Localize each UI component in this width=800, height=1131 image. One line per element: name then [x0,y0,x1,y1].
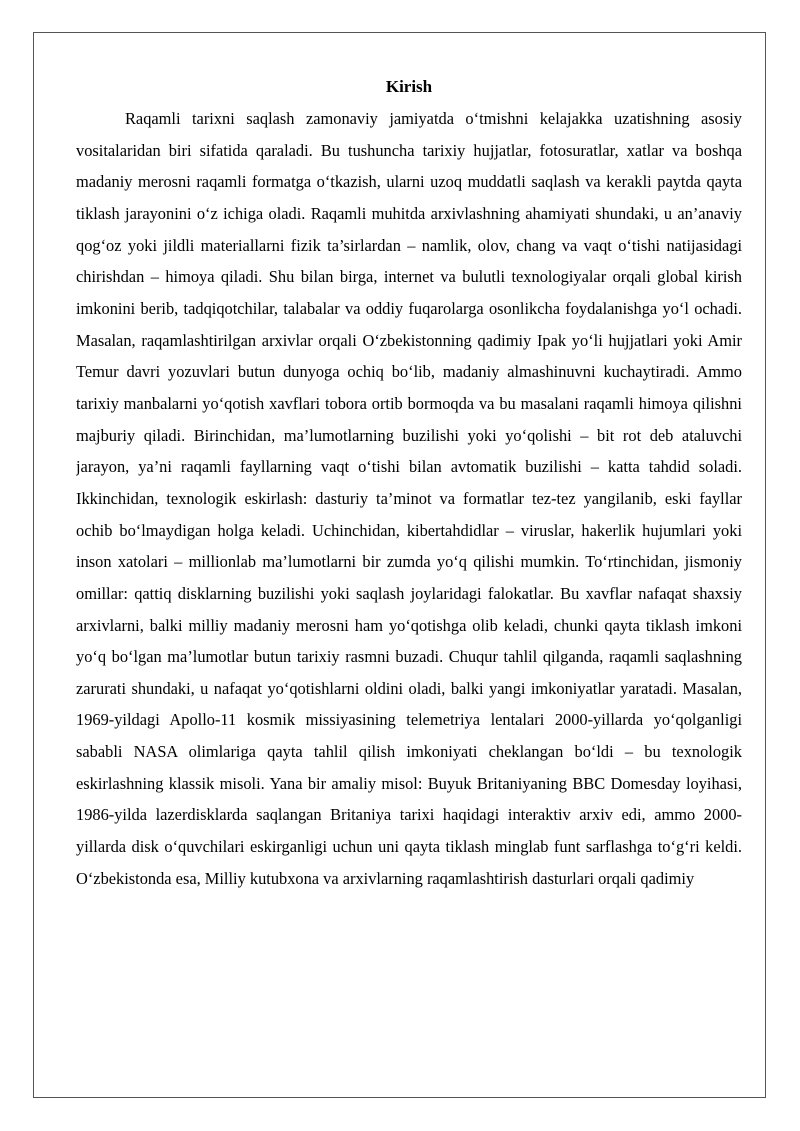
body-paragraph: Raqamli tarixni saqlash zamonaviy jamiyatda o‘tmishni kelajakka uzatishning asosiy vositalaridan biri sifatida qaraladi. Bu tushuncha tarixiy hujjatlar, fotosuratlar, xatlar va boshqa madaniy merosni raqamli formatga o‘tkazish, ularni uzoq muddatli saqlash va kerakli paytda qayta tiklash jarayonini o‘z ichiga oladi. Raqamli muhitda arxivlashning ahamiyati shundaki, u an’anaviy qog‘oz yoki jildli materiallarni fizik ta’sirlardan – namlik, olov, chang va vaqt o‘tishi natijasidagi chirishdan – himoya qiladi. Shu bilan birga, internet va bulutli texnologiyalar orqali global kirish imkonini berib, tadqiqotchilar, talabalar va oddiy fuqarolarga osonlikcha foydalanishga yo‘l ochadi. Masalan, raqamlashtirilgan arxivlar orqali O‘zbekistonning qadimiy Ipak yo‘li hujjatlari yoki Amir Temur davri yozuvlari butun dunyoga ochiq bo‘lib, madaniy almashinuvni kuchaytiradi. Ammo tarixiy manbalarni yo‘qotish xavflari tobora ortib bormoqda va bu masalani raqamli himoya qilishni majburiy qiladi. Birinchidan, ma’lumotlarning buzilishi yoki yo‘qolishi – bit rot deb ataluvchi jarayon, ya’ni raqamli fayllarning vaqt o‘tishi bilan avtomatik buzilishi – katta tahdid soladi. Ikkinchidan, texnologik eskirlash: dasturiy ta’minot va formatlar tez-tez yangilanib, eski fayllar ochib bo‘lmaydigan holga keladi. Uchinchidan, kibertahdidlar – viruslar, hakerlik hujumlari yoki inson xatolari – millionlab ma’lumotlarni bir zumda yo‘q qilishi mumkin. To‘rtinchidan, jismoniy omillar: qattiq disklarning buzilishi yoki saqlash joylaridagi falokatlar. Bu xavflar nafaqat shaxsiy arxivlarni, balki milliy madaniy merosni ham yo‘qotishga olib keladi, chunki qayta tiklash imkoni yo‘q bo‘lgan ma’lumotlar butun tarixiy rasmni buzadi. Chuqur tahlil qilganda, raqamli saqlashning zarurati shundaki, u nafaqat yo‘qotishlarni oldini oladi, balki yangi imkoniyatlar yaratadi. Masalan, 1969-yildagi Apollo-11 kosmik missiyasining telemetriya lentalari 2000-yillarda yo‘qolganligi sababli NASA olimlariga qayta tahlil qilish imkoniyati cheklangan bo‘ldi – bu texnologik eskirlashning klassik misoli. Yana bir amaliy misol: Buyuk Britaniyaning BBC Domesday loyihasi, 1986-yilda lazerdisklarda saqlangan Britaniya tarixi haqidagi interaktiv arxiv edi, ammo 2000-yillarda disk o‘quvchilari eskirganligi uchun uni qayta tiklash minglab funt sarflashga to‘g‘ri keldi. O‘zbekistonda esa, Milliy kutubxona va arxivlarning raqamlashtirish dasturlari orqali qadimiy [76,109,742,888]
document-body [76,74,742,1053]
section-title: Kirish [385,77,433,96]
